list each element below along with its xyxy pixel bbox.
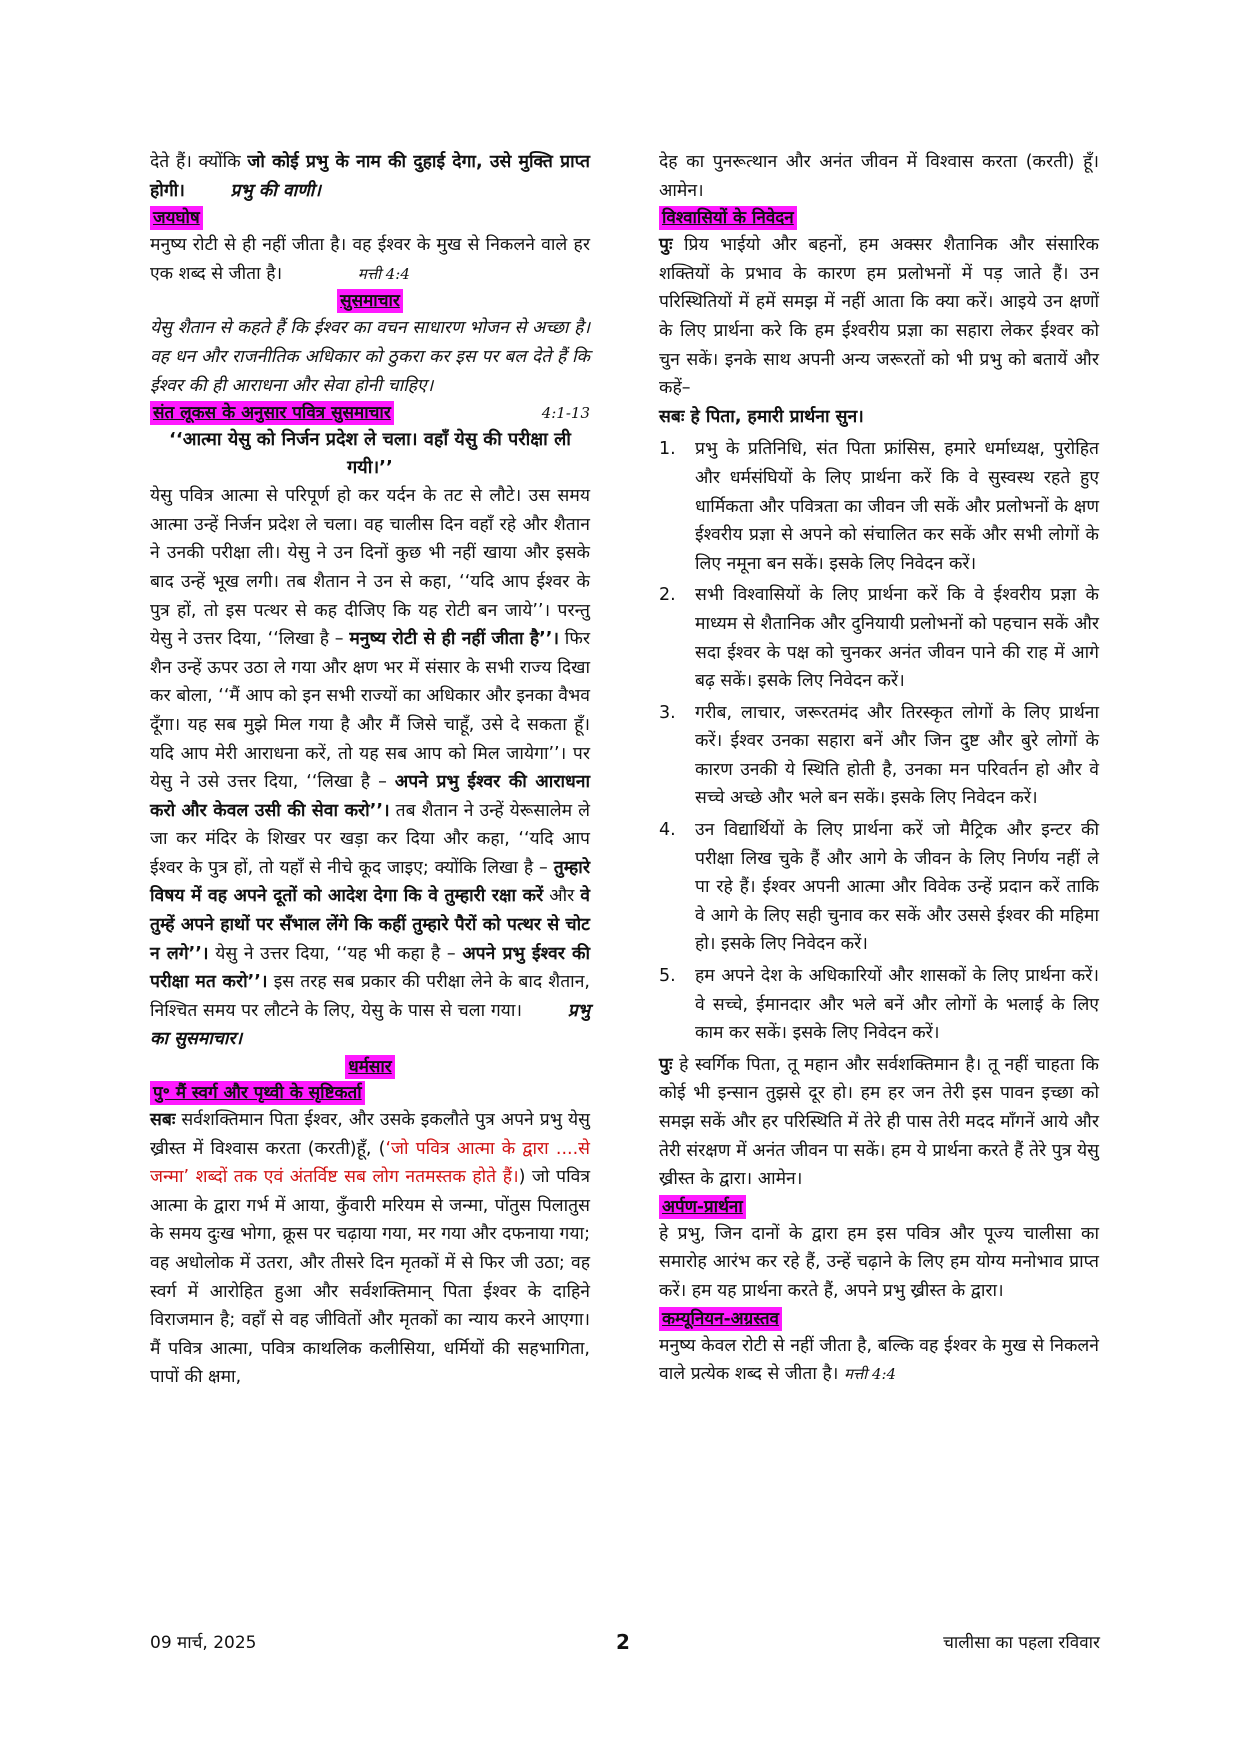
luke-ref: 4:1-13	[541, 404, 590, 423]
gospel-quote: ‘‘आत्मा येसु को निर्जन प्रदेश ले चला। वहाँ येसु की परीक्षा ली गयी।’’	[169, 429, 571, 479]
communion-text: मनुष्य केवल रोटी से नहीं जीता है, बल्कि वह ईश्वर के मुख से निकलने वाले प्रत्येक शब्द से जीता है। मत्ती 4:4	[659, 1335, 1099, 1385]
gospel-ref: प्रभु का सुसमाचार।	[150, 1000, 590, 1050]
jayghosh-text: मनुष्य रोटी से ही नहीं जीता है। वह ईश्वर के मुख से निकलने वाले हर एक शब्द से जीता है। मत्ती 4:4	[150, 235, 590, 284]
jayghosh-ref: मत्ती 4:4	[357, 264, 410, 283]
gospel-acclamation-verse: देते हैं। क्योंकि जो कोई प्रभु के नाम की दुहाई देगा, उसे मुक्ति प्राप्त होगी। प्रभु की वाणी।	[150, 152, 590, 201]
creed-rubric: ‘जो पवित्र आत्मा के द्वारा ....से जन्मा’ शब्दों तक एवं अंतर्विष्ट सब लोग नतमस्तक होते हैं।	[150, 1138, 590, 1188]
list-item: 1. प्रभु के प्रतिनिधि, संत पिता फ्रांसिस, हमारे धर्माध्यक्ष, पुरोहित और धर्मसंघियों के लिए प्रार्थना करें कि वे सुस्वस्थ रहते हुए धार्मिकता और पवित्रता का जीवन जी सकें और प्रलोभनों के क्षण ईश्वरीय प्रज्ञा से अपने को संचालित कर सकें और सभी लोगों के लिए नमूना बन सकें। इसके लिए निवेदन करें।	[659, 439, 1099, 574]
heading-jayghosh: जयघोष	[150, 206, 203, 230]
communion-ref: मत्ती 4:4	[843, 1365, 897, 1384]
acclamation-ref: प्रभु की वाणी।	[230, 180, 321, 201]
heading-arpan: अर्पण-प्रार्थना	[659, 1195, 746, 1219]
heading-susamachar: सुसमाचार	[337, 289, 403, 313]
susamachar-intro: येसु शैतान से कहते हैं कि ईश्वर का वचन साधारण भोजन से अच्छा है। वह धन और राजनीतिक अधिकार को ठुकरा कर इस पर बल देते हैं कि ईश्वर की ही आराधना और सेवा होनी चाहिए।	[150, 318, 590, 396]
footer-date: 09 मार्च, 2025	[150, 1633, 257, 1653]
petitions-list	[659, 435, 1099, 1047]
creed-text: सबः सर्वशक्तिमान पिता ईश्वर, और उसके इकलौते पुत्र अपने प्रभु येसु ख्रीस्त में विश्वास करता (करती)हूँ, (‘जो पवित्र आत्मा के द्वारा ....से जन्मा’ शब्दों तक एवं अंतर्विष्ट सब लोग नतमस्तक होते हैं।) जो पवित्र आत्मा के द्वारा गर्भ में आया, कुँवारी मरियम से जन्मा, पोंतुस पिलातुस के समय दुःख भोगा, क्रूस पर चढ़ाया गया, मर गया और दफनाया गया; वह अधोलोक में उतरा, और तीसरे दिन मृतकों में से फिर जी उठा; वह स्वर्ग में आरोहित हुआ और सर्वशक्तिमान् पिता ईश्वर के दाहिने विराजमान है; वहाँ से वह जीवितों और मृतकों का न्याय करने आएगा। मैं पवित्र आत्मा, पवित्र काथलिक कलीसिया, धर्मियों की सहभागिता, पापों की क्षमा,	[150, 1110, 590, 1388]
list-item: 3. गरीब, लाचार, जरूरतमंद और तिरस्कृत लोगों के लिए प्रार्थना करें। ईश्वर उनका सहारा बनें और जिन दुष्ट और बुरे लोगों के कारण उनकी ये स्थिति होती है, उनका मन परिवर्तन हो और वे सच्चे अच्छे और भले बन सकें। इसके लिए निवेदन करें।	[659, 702, 1099, 809]
heading-communion: कम्यूनियन-अग्रस्तव	[659, 1307, 782, 1331]
heading-creed: पु॰ मैं स्वर्ग और पृथ्वी के सृष्टिकर्ता	[150, 1081, 365, 1105]
petitions-closing: पुः हे स्वर्गिक पिता, तू महान और सर्वशक्तिमान है। तू नहीं चाहता कि कोई भी इन्सान तुझसे दूर हो। हम हर जन तेरी इस पावन इच्छा को समझ सकें और हर परिस्थिति में तेरे ही पास तेरी मदद माँगनें आये और तेरी संरक्षण में अनंत जीवन पा सकें। हम ये प्रार्थना करते हैं तेरे पुत्र येसु ख्रीस्त के द्वारा। आमेन।	[659, 1054, 1099, 1190]
arpan-text: हे प्रभु, जिन दानों के द्वारा हम इस पवित्र और पूज्य चालीसा का समारोह आरंभ कर रहे हैं, उन्हें चढ़ाने के लिए हम योग्य मनोभाव प्राप्त करें। हम यह प्रार्थना करते हैं, अपने प्रभु ख्रीस्त के द्वारा।	[659, 1223, 1099, 1301]
footer-title: चालीसा का पहला रविवार	[943, 1633, 1100, 1653]
page-footer	[150, 1630, 1100, 1654]
petitions-intro: पुः प्रिय भाईयो और बहनों, हम अक्सर शैतानिक और संसारिक शक्तियों के प्रभाव के कारण हम प्रलोभनों में पड़ जाते हैं। उन परिस्थितियों में हमें समझ में नहीं आता कि क्या करें। आइये उन क्षणों के लिए प्रार्थना करे कि हम ईश्वरीय प्रज्ञा का सहारा लेकर ईश्वर को चुन सकें। इनके साथ अपनी अन्य जरूरतों को भी प्रभु को बतायें और कहें–	[659, 235, 1099, 399]
list-item: 4. उन विद्यार्थियों के लिए प्रार्थना करें जो मैट्रिक और इन्टर की परीक्षा लिख चुके हैं और आगे के जीवन के लिए निर्णय नहीं ले पा रहे हैं। ईश्वर अपनी आत्मा और विवेक उन्हें प्रदान करें ताकि वे आगे के लिए सही चुनाव कर सकें और उससे ईश्वर की महिमा हो। इसके लिए निवेदन करें।	[659, 820, 1099, 955]
petitions-response: सबः हे पिता, हमारी प्रार्थना सुन।	[659, 406, 864, 427]
list-item: 2. सभी विश्वासियों के लिए प्रार्थना करें कि वे ईश्वरीय प्रज्ञा के माध्यम से शैतानिक और दुनियायी प्रलोभनों को पहचान सकें और सदा ईश्वर के पक्ष को चुनकर अनंत जीवन पाने की राह में आगे बढ़ सकें। इसके लिए निवेदन करें।	[659, 585, 1099, 692]
gospel-text: येसु पवित्र आत्मा से परिपूर्ण हो कर यर्दन के तट से लौटे। उस समय आत्मा उन्हें निर्जन प्रदेश ले चला। वह चालीस दिन वहाँ रहे और शैतान ने उनकी परीक्षा ली। येसु ने उन दिनों कुछ भी नहीं खाया और इसके बाद उन्हें भूख लगी। तब शैतान ने उन से कहा, ‘‘यदि आप ईश्वर के पुत्र हों, तो इस पत्थर से कह दीजिए कि यह रोटी बन जाये’’। परन्तु येसु ने उत्तर दिया, ‘‘लिखा है – मनुष्य रोटी से ही नहीं जीता है’’। फिर शैन उन्हें ऊपर उठा ले गया और क्षण भर में संसार के सभी राज्य दिखा कर बोला, ‘‘मैं आप को इन सभी राज्यों का अधिकार और इनका वैभव दूँगा। यह सब मुझे मिल गया है और मैं जिसे चाहूँ, उसे दे सकता हूँ। यदि आप मेरी आराधना करें, तो यह सब आप को मिल जायेगा’’। पर येसु ने उसे उत्तर दिया, ‘‘लिखा है – अपने प्रभु ईश्वर की आराधना करो और केवल उसी की सेवा करो’’। तब शैतान ने उन्हें येरूसालेम ले जा कर मंदिर के शिखर पर खड़ा कर दिया और कहा, ‘‘यदि आप ईश्वर के पुत्र हों, तो यहाँ से नीचे कूद जाइए; क्योंकि लिखा है – तुम्हारे विषय में वह अपने दूतों को आदेश देगा कि वे तुम्हारी रक्षा करें और वे तुम्हें अपने हाथों पर सँभाल लेंगे कि कहीं तुम्हारे पैरों को पत्थर से चोट न लगे’’। येसु ने उत्तर दिया, ‘‘यह भी कहा है – अपने प्रभु ईश्वर की परीक्षा मत करो’’। इस तरह सब प्रकार की परीक्षा लेने के बाद शैतान, निश्चित समय पर लौटने के लिए, येसु के पास से चला गया। प्रभु का सुसमाचार।	[150, 486, 591, 1050]
heading-nivedan: विश्वासियों के निवेदन	[659, 206, 797, 230]
luke-heading-row	[150, 400, 590, 426]
list-item: 5. हम अपने देश के अधिकारियों और शासकों के लिए प्रार्थना करें। वे सच्चे, ईमानदार और भले बनें और लोगों के भलाई के लिए काम कर सकें। इसके लिए निवेदन करें।	[659, 966, 1099, 1044]
right-column	[659, 148, 1099, 1389]
acclamation-bold: जो कोई प्रभु के नाम की दुहाई देगा, उसे मुक्ति प्राप्त होगी।	[150, 152, 590, 201]
page-number: 2	[616, 1630, 630, 1654]
left-column	[150, 148, 590, 1392]
creed-end: देह का पुनरूत्थान और अनंत जीवन में विश्वास करता (करती) हूँ। आमेन।	[659, 152, 1099, 201]
heading-luke: संत लूकस के अनुसार पवित्र सुसमाचार	[150, 401, 394, 425]
heading-dharmsar: धर्मसार	[345, 1055, 394, 1079]
